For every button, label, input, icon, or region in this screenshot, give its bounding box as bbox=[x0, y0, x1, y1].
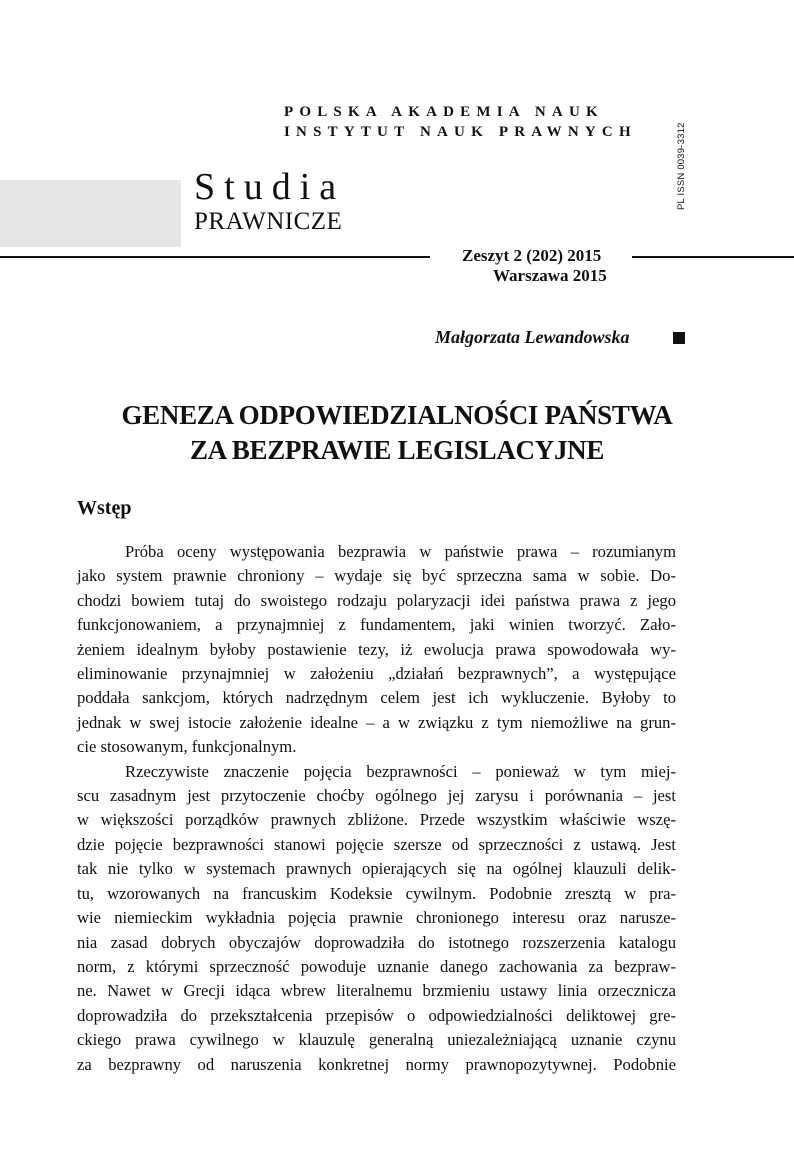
issn-text: PL ISSN 0039-3312 bbox=[676, 122, 687, 210]
text-line: ne. Nawet w Grecji idąca wbrew literalnemu brzmieniu ustawy linia orzecznicza bbox=[77, 981, 676, 1001]
section-heading: Wstęp bbox=[77, 497, 132, 519]
institute-name: INSTYTUT NAUK PRAWNYCH bbox=[284, 124, 637, 140]
header-rule-left bbox=[0, 256, 430, 258]
author-marker-icon bbox=[673, 332, 685, 344]
article-body bbox=[77, 540, 676, 1077]
journal-logo-block bbox=[0, 180, 181, 247]
issn-label bbox=[676, 100, 696, 210]
header-rule-right bbox=[632, 256, 794, 258]
text-line: eliminowanie przynajmniej w założeniu „działań bezprawnych”, a występujące bbox=[77, 664, 676, 684]
text-line: nia zasad dobrych obyczajów doprowadziła do istotnego rozszerzenia katalogu bbox=[77, 932, 676, 952]
institution-name: POLSKA AKADEMIA NAUK bbox=[284, 104, 604, 120]
publication-place-year: Warszawa 2015 bbox=[493, 266, 607, 285]
article-title-line-2: ZA BEZPRAWIE LEGISLACYJNE bbox=[189, 435, 605, 465]
text-line: Rzeczywiste znaczenie pojęcia bezprawności – ponieważ w tym miej- bbox=[125, 761, 676, 781]
text-line: funkcjonowaniem, a przynajmniej z fundamentem, jaki winien tworzyć. Zało- bbox=[77, 615, 676, 635]
text-line: jednak w swej istocie założenie idealne – a w związku z tym niemożliwe na grun- bbox=[77, 712, 676, 732]
text-line: chodzi bowiem tutaj do swoistego rodzaju polaryzacji idei państwa prawa z jego bbox=[77, 590, 676, 610]
article-title-line-1: GENEZA ODPOWIEDZIALNOŚCI PAŃSTWA bbox=[121, 400, 673, 430]
text-line: Próba oceny występowania bezprawia w państwie prawa – rozumianym bbox=[125, 542, 676, 561]
text-line: poddała sankcjom, których nadrzędnym celem jest ich wykluczenie. Byłoby to bbox=[77, 688, 676, 708]
text-line: w większości porządków prawnych zbliżone. Przede wszystkim właściwie wszę- bbox=[77, 810, 676, 830]
text-line: jako system prawnie chroniony – wydaje się być sprzeczna sama w sobie. Do- bbox=[77, 566, 676, 586]
text-line: za bezprawny od naruszenia konkretnej normy prawnopozytywnej. Podobnie bbox=[77, 1054, 676, 1074]
text-line: cie stosowanym, funkcjonalnym. bbox=[77, 737, 297, 757]
journal-title-studia: Studia bbox=[194, 166, 346, 208]
text-line: ckiego prawa cywilnego w klauzulę generalną uniezależniającą uznanie czynu bbox=[77, 1030, 676, 1050]
text-line: norm, z którymi sprzeczność powoduje uznanie danego zachowania za bezpraw- bbox=[77, 956, 676, 976]
text-line: tak nie tylko w systemach prawnych opierających się na ogólnej klauzuli delik- bbox=[77, 859, 676, 879]
text-line: wie niemieckim wykładnia pojęcia prawnie chronionego interesu oraz narusze- bbox=[77, 908, 676, 928]
text-line: scu zasadnym jest przytoczenie choćby ogólnego jej zarysu i porównania – jest bbox=[77, 786, 676, 806]
text-line: dzie pojęcie bezprawności stanowi pojęcie szersze od sprzeczności z ustawą. Jest bbox=[77, 834, 676, 854]
issue-number: Zeszyt 2 (202) 2015 bbox=[462, 246, 602, 265]
paragraph bbox=[77, 760, 676, 1077]
text-line: żeniem idealnym byłoby postawienie tezy, iż ewolucja prawa spowodowała wy- bbox=[77, 639, 676, 659]
journal-title-prawnicze: PRAWNICZE bbox=[194, 208, 343, 235]
text-line: tu, wzorowanych na francuskim Kodeksie cywilnym. Podobnie zresztą w pra- bbox=[77, 883, 676, 903]
paragraph bbox=[77, 540, 676, 760]
text-line: doprowadziła do przekształcenia przepisów o odpowiedzialności deliktowej gre- bbox=[77, 1005, 676, 1025]
author-name: Małgorzata Lewandowska bbox=[435, 327, 630, 347]
